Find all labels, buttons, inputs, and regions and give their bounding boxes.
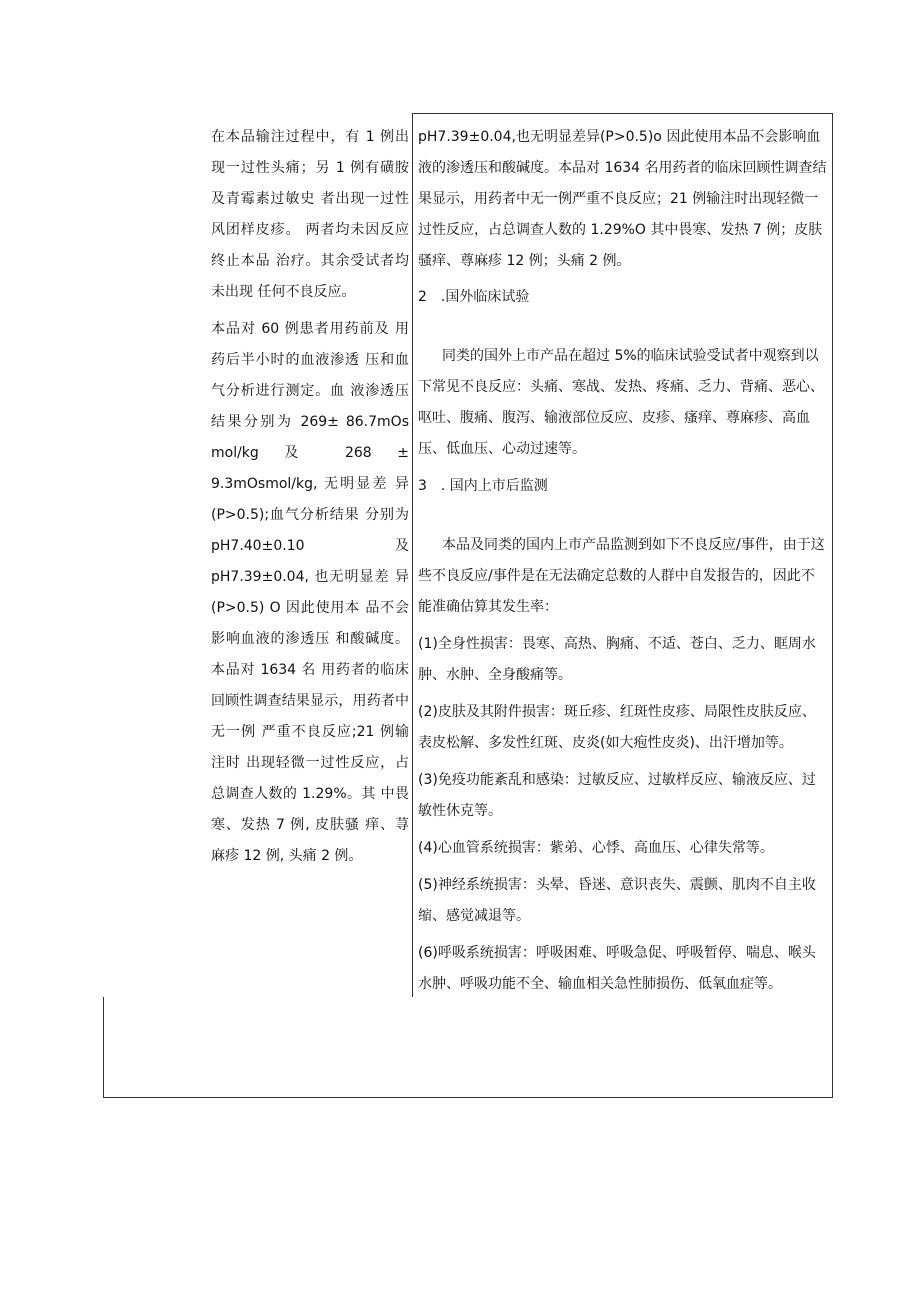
right-column [418,122,828,1000]
list-item: (1)全身性损害：畏寒、高热、胸痛、不适、苍白、乏力、眶周水肿、水肿、全身酸痛等。 [418,636,816,683]
list-item: (5)神经系统损害：头晕、昏迷、意识丧失、震颤、肌肉不自主收缩、感觉减退等。 [418,877,816,924]
left-paragraph-2: 本品对 60 例患者用药前及 用药后半小时的血液渗透 压和血气分析进行测定。血 液渗透压结果分别为 269± 86.7mOs mol/kg 及 268 ± 9.3mOsmol/kg, 无明显差 异(P>0.5);血气分析结果 分别为 pH7.40±0.10 及 pH7.39±0.04, 也无明显差 异(P>0.5) O 因此使用本 品不会影响血液的渗透压 和酸碱度。本品对 1634 名 用药者的临床回顾性调查结果显示，用药者中无一例 严重不良反应;21 例输注时 出现轻微一过性反应，占 总调查人数的 1.29%。其 中畏寒、发热 7 例, 皮肤骚 痒、荨麻疹 12 例, 头痛 2 例。 [211,321,409,864]
list-item: (4)心血管系统损害：紫弟、心悸、高血压、心律失常等。 [418,840,774,856]
column-divider [412,113,413,997]
list-item: (6)呼吸系统损害：呼吸困难、呼吸急促、呼吸暂停、喘息、喉头水肿、呼吸功能不全、输血相关急性肺损伤、低氧血症等。 [418,945,816,992]
table-right-border [832,113,833,1098]
left-paragraph-1: 在本品输注过程中，有 1 例出现一过性头痛；另 1 例有磺胺及青霉素过敏史 者出现一过性风团样皮疹。 两者均未因反应终止本品 治疗。其余受试者均未出现 任何不良反应。 [211,129,409,300]
left-column [211,122,409,872]
table-top-border [412,113,833,114]
right-paragraph-2: 同类的国外上市产品在超过 5%的临床试验受试者中观察到以下常见不良反应：头痛、寒战、发热、疼痛、乏力、背痛、恶心、呕吐、腹痛、腹泻、输液部位反应、皮疹、瘙痒、尊麻疹、高血压、低血压、心动过速等。 [418,348,824,457]
section-heading-2: 2 .国外临床试验 [418,289,530,305]
right-paragraph-1: pH7.39±0.04,也无明显差异(P>0.5)o 因此使用本品不会影响血液的渗透压和酸碱度。本品对 1634 名用药者的临床回顾性调查结果显示，用药者中无一例严重不良反应；21 例输注时出现轻微一过性反应，占总调查人数的 1.29%O 其中畏寒、发热 7 例；皮肤骚痒、尊麻疹 12 例；头痛 2 例。 [418,129,827,269]
list-item: (3)免疫功能紊乱和感染：过敏反应、过敏样反应、输液反应、过敏性休克等。 [418,772,816,819]
right-paragraph-3: 本品及同类的国内上市产品监测到如下不良反应/事件，由于这些不良反应/事件是在无法确定总数的人群中自发报告的，因此不能准确估算其发生率： [418,537,825,615]
table-bottom-border [103,1097,833,1098]
table-left-border [103,997,104,1098]
list-item: (2)皮肤及其附件损害：斑丘疹、红斑性皮疹、局限性皮肤反应、表皮松解、多发性红斑、皮炎(如大疱性皮炎)、出汗增加等。 [418,704,816,751]
section-heading-3: 3 . 国内上市后监测 [418,478,548,494]
